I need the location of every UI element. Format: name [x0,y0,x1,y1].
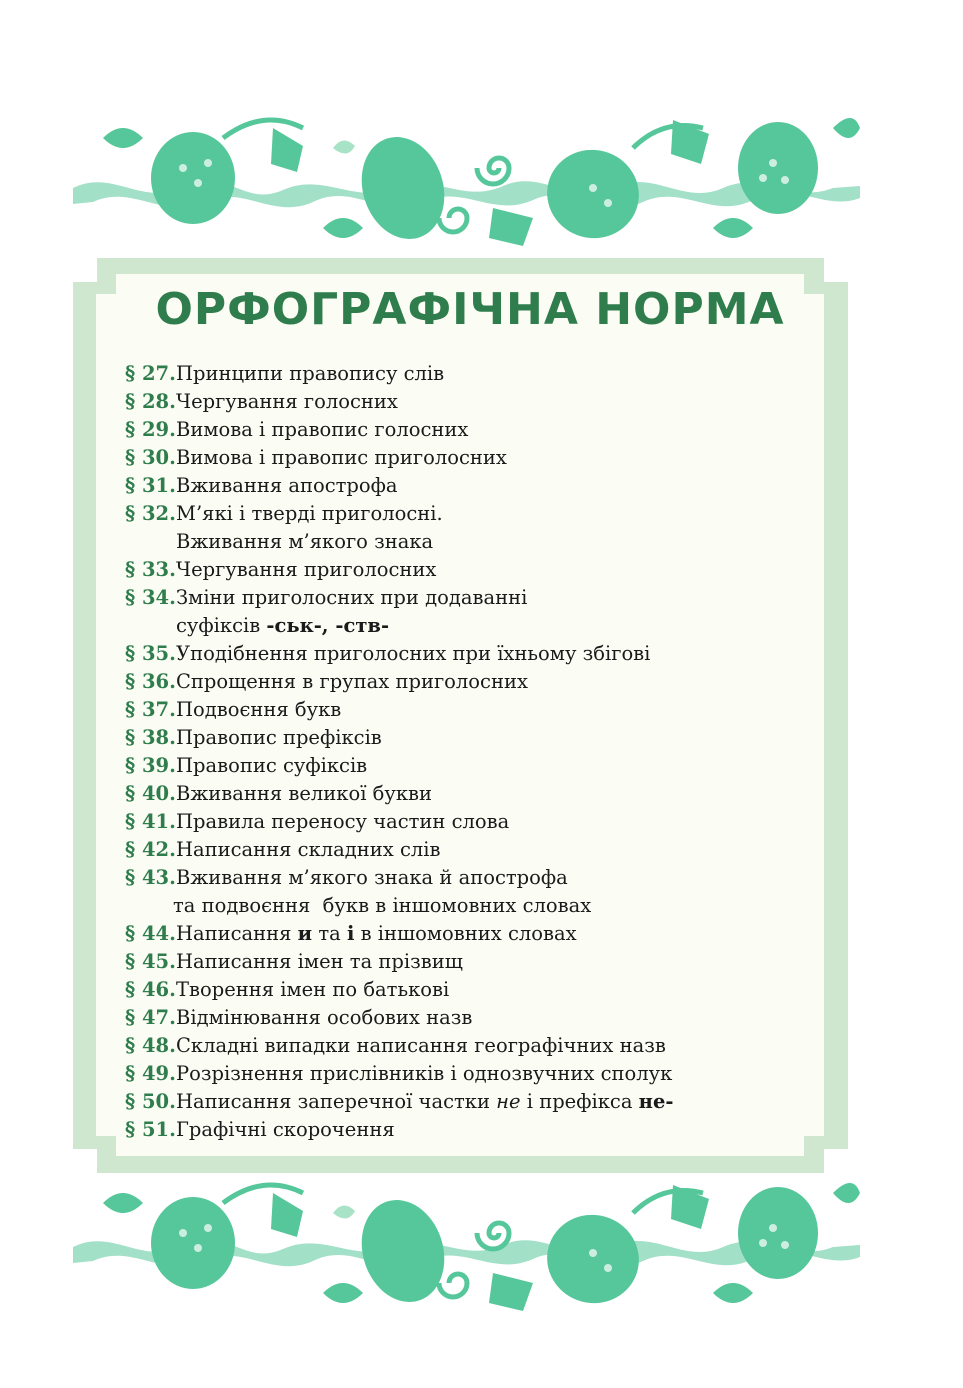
toc-text: Графічні скорочення [176,1118,395,1141]
toc-number: § 31. [125,474,176,497]
toc-item-34-continuation [125,612,825,640]
toc-text: в іншомовних словах [360,922,577,945]
toc-number: § 38. [125,726,176,749]
toc-number: § 39. [125,754,176,777]
toc-number: § 35. [125,642,176,665]
toc-text: Уподібнення приголосних при їхньому збігові [176,642,651,665]
toc-text: Вимова і правопис голосних [176,418,469,441]
toc-item-36 [125,668,825,696]
toc-text: Спрощення в групах приголосних [176,670,528,693]
toc-suffix-example: -ськ-, -ств- [266,614,390,637]
toc-prefix-ne: не- [638,1090,674,1113]
toc-text: Вживання великої букви [176,782,433,805]
toc-text-continuation: Вживання м’якого знака [176,530,434,553]
toc-number: § 30. [125,446,176,469]
toc-text: Подвоєння букв [176,698,342,721]
toc-item-35 [125,640,825,668]
toc-text: Правопис префіксів [176,726,382,749]
page-title: ОРФОГРАФІЧНА НОРМА [155,284,785,335]
toc-text: Відмінювання особових назв [176,1006,473,1029]
toc-text: Вживання апострофа [176,474,398,497]
toc-item-33 [125,556,825,584]
toc-number: § 44. [125,922,176,945]
toc-item-43-continuation [125,892,825,920]
toc-item-37 [125,696,825,724]
toc-text: Зміни приголосних при додаванні [176,586,528,609]
toc-item-45 [125,948,825,976]
toc-item-30 [125,444,825,472]
table-of-contents [125,360,825,1144]
toc-text: Вживання м’якого знака й апострофа [176,866,568,889]
toc-item-28 [125,388,825,416]
top-folk-ornament [73,108,860,248]
toc-item-43 [125,864,825,892]
toc-letter-y: и [297,922,313,945]
toc-number: § 46. [125,978,176,1001]
toc-text: Написання складних слів [176,838,441,861]
toc-text: Розрізнення прислівників і однозвучних сполук [176,1062,673,1085]
toc-number: § 27. [125,362,176,385]
bottom-folk-ornament [73,1177,860,1317]
toc-item-49 [125,1060,825,1088]
toc-number: § 34. [125,586,176,609]
toc-number: § 40. [125,782,176,805]
toc-text: Правопис суфіксів [176,754,368,777]
toc-text: Чергування голосних [176,390,398,413]
floral-ornament-icon [73,1177,860,1317]
toc-item-34 [125,584,825,612]
toc-text: Правила переносу частин слова [176,810,510,833]
toc-particle-ne: не [496,1090,521,1113]
toc-number: § 33. [125,558,176,581]
toc-item-40 [125,780,825,808]
toc-number: § 42. [125,838,176,861]
toc-number: § 48. [125,1034,176,1057]
toc-number: § 28. [125,390,176,413]
toc-number: § 41. [125,810,176,833]
toc-text: Написання імен та прізвищ [176,950,463,973]
floral-ornament-icon [73,108,860,248]
toc-number: § 43. [125,866,176,889]
toc-text: М’які і тверді приголосні. [176,502,443,525]
toc-item-41 [125,808,825,836]
toc-text: Написання заперечної частки [176,1090,490,1113]
toc-text: Написання [176,922,292,945]
toc-item-48 [125,1032,825,1060]
toc-text: і префікса [526,1090,633,1113]
toc-number: § 47. [125,1006,176,1029]
toc-item-50 [125,1088,825,1116]
toc-text: Складні випадки написання географічних назв [176,1034,666,1057]
toc-text: Вимова і правопис приголосних [176,446,507,469]
toc-item-32 [125,500,825,528]
toc-item-27 [125,360,825,388]
toc-item-44 [125,920,825,948]
toc-item-32-continuation [125,528,825,556]
toc-number: § 37. [125,698,176,721]
toc-number: § 49. [125,1062,176,1085]
toc-item-42 [125,836,825,864]
toc-text: Творення імен по батькові [176,978,450,1001]
toc-item-46 [125,976,825,1004]
toc-item-39 [125,752,825,780]
toc-number: § 32. [125,502,176,525]
toc-number: § 36. [125,670,176,693]
toc-number: § 29. [125,418,176,441]
toc-text-continuation: та подвоєння букв в іншомовних словах [173,894,592,917]
toc-item-38 [125,724,825,752]
toc-item-47 [125,1004,825,1032]
toc-number: § 50. [125,1090,176,1113]
toc-number: § 45. [125,950,176,973]
toc-text: Чергування приголосних [176,558,437,581]
toc-item-29 [125,416,825,444]
toc-text: Принципи правопису слів [176,362,445,385]
toc-item-31 [125,472,825,500]
toc-item-51 [125,1116,825,1144]
toc-number: § 51. [125,1118,176,1141]
toc-letter-i: і [346,922,355,945]
toc-text-continuation: суфіксів [176,614,261,637]
toc-text: та [318,922,341,945]
